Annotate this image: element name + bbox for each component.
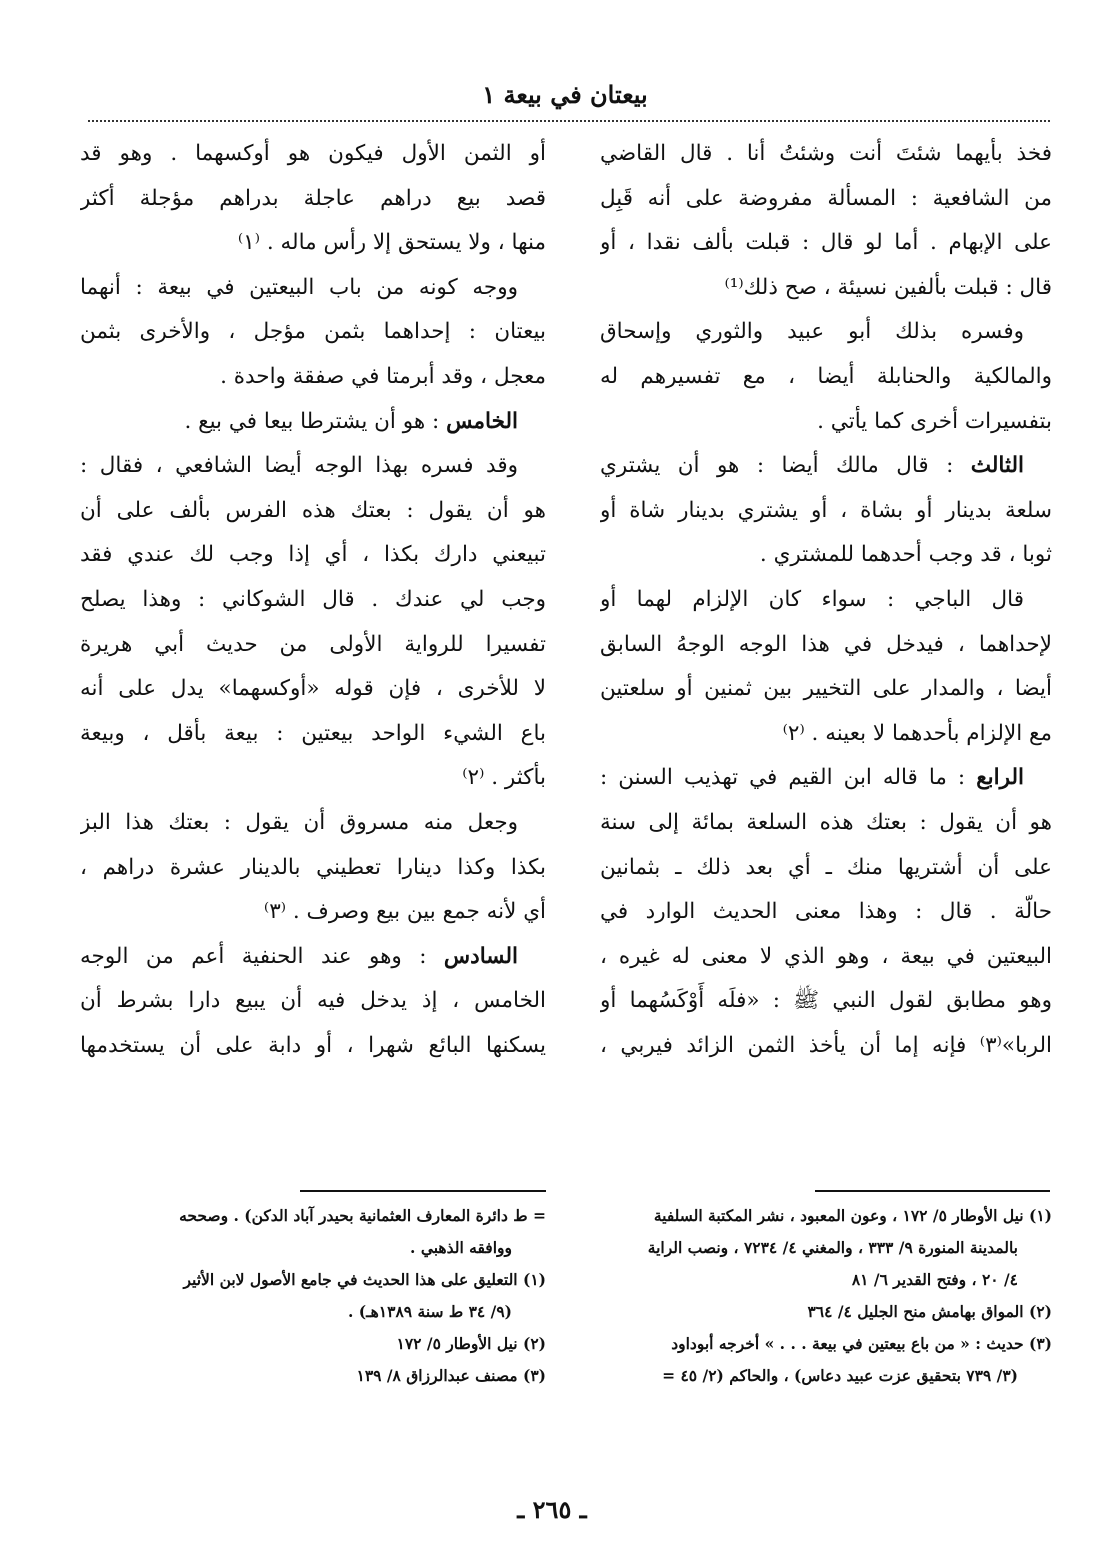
line-text: (٣) حديث : « من باع بيعتين في بيعة . . . » أخرجه أبوداود (671, 1334, 1052, 1353)
line-text: (٣) مصنف عبدالرزاق ٨/ ١٣٩ (356, 1366, 546, 1385)
page-number: ـ ٢٦٥ ـ (517, 1495, 587, 1524)
line-text: (٩/ ٣٤ ط سنة ١٣٨٩هـ) . (347, 1302, 512, 1321)
line-text: يسكنها البائع شهرا ، أو دابة على أن يستخدمها (80, 1032, 546, 1058)
line-text: وجعل منه مسروق أن يقول : بعتك هذا البز (80, 809, 518, 835)
line-text: (١) التعليق على هذا الحديث في جامع الأصول لابن الأثير (183, 1270, 546, 1289)
text-line (80, 578, 546, 623)
text-line (600, 846, 1052, 891)
line-text: وجب لي عندك . قال الشوكاني : وهذا يصلح (80, 586, 546, 612)
text-line (600, 756, 1052, 801)
text-line (80, 177, 546, 222)
line-text: البيعتين في بيعة ، وهو الذي لا معنى له غيره ، (600, 943, 1052, 969)
line-text: حالّة . قال : وهذا معنى الحديث الوارد في (600, 899, 1052, 925)
text-line (80, 712, 546, 757)
line-text: : ما قاله ابن القيم في تهذيب السنن : (600, 765, 977, 791)
line-text: قال الباجي : سواء كان الإلزام لهما أو (600, 586, 1024, 612)
text-line (600, 979, 1052, 1024)
footnote-line (600, 1360, 1052, 1392)
text-line (600, 310, 1052, 355)
text-line (80, 310, 546, 355)
section-label: الثالث (970, 453, 1024, 479)
text-line (80, 1024, 546, 1069)
footnote-line (600, 1232, 1052, 1264)
text-line (600, 623, 1052, 668)
footnote-line (80, 1296, 546, 1328)
footnotes-right (600, 1200, 1052, 1392)
line-text: والمالكية والحنابلة أيضا ، مع تفسيرهم له (600, 363, 1052, 389)
line-text: وهو مطابق لقول النبي ﷺ : «فلَه أَوْكَسُهما أو (600, 988, 1052, 1014)
footnote-line (80, 1200, 546, 1232)
text-line (600, 712, 1052, 757)
line-text: قال : قبلت بألفين نسيئة ، صح ذلك⁽¹⁾ (724, 274, 1052, 300)
text-line (600, 1024, 1052, 1069)
text-line (80, 756, 546, 801)
line-text: : هو أن يشترطا بيعا في بيع . (184, 408, 447, 434)
line-text: تبيعني دارك بكذا ، أي إذا وجب لك عندي فقد (80, 542, 546, 568)
right-text-column (600, 132, 1052, 1068)
footnote-divider-right (815, 1190, 1050, 1192)
line-text: وفسره بذلك أبو عبيد والثوري وإسحاق (600, 319, 1024, 345)
text-line (600, 177, 1052, 222)
line-text: قصد بيع دراهم عاجلة بدراهم مؤجلة أكثر (80, 185, 546, 211)
text-line (80, 132, 546, 177)
line-text: أو الثمن الأول فيكون هو أوكسهما . وهو قد (80, 141, 546, 166)
line-text: فخذ بأيهما شئتَ أنت وشئتُ أنا . قال القاضي (600, 141, 1052, 166)
text-line (80, 846, 546, 891)
text-line (80, 801, 546, 846)
text-line (600, 266, 1052, 311)
text-line (600, 132, 1052, 177)
footnote-line (600, 1264, 1052, 1296)
text-line (600, 667, 1052, 712)
text-line (600, 801, 1052, 846)
line-text: لإحداهما ، فيدخل في هذا الوجه الوجهُ السابق (600, 631, 1052, 657)
left-text-column (80, 132, 546, 1068)
line-text: الخامس ، إذ يدخل فيه أن يبيع دارا بشرط أن (80, 988, 546, 1014)
line-text: (٣/ ٧٣٩ بتحقيق عزت عبيد دعاس) ، والحاكم (٢/ ٤٥ = (662, 1366, 1018, 1385)
line-text: منها ، ولا يستحق إلا رأس ماله . ⁽١⁾ (237, 230, 546, 256)
line-text: مع الإلزام بأحدهما لا بعينه . ⁽٢⁾ (782, 720, 1052, 746)
footnote-line (80, 1232, 546, 1264)
line-text: ووافقه الذهبي . (410, 1238, 512, 1257)
line-text: تفسيرا للرواية الأولى من حديث أبي هريرة (80, 631, 546, 657)
running-header: بيعتان في بيعة ١ (482, 80, 648, 109)
text-line (80, 667, 546, 712)
footnote-divider-left (300, 1190, 546, 1192)
line-text: (٢) المواق بهامش منح الجليل ٤/ ٣٦٤ (807, 1302, 1052, 1321)
text-line (80, 533, 546, 578)
line-text: = ط دائرة المعارف العثمانية بحيدر آباد الدكن) . وصححه (179, 1206, 546, 1225)
line-text: من الشافعية : المسألة مفروضة على أنه قَبِل (600, 185, 1052, 211)
line-text: معجل ، وقد أبرمتا في صفقة واحدة . (220, 363, 546, 389)
text-line (80, 890, 546, 935)
line-text: : وهو عند الحنفية أعم من الوجه (80, 943, 444, 969)
text-line (80, 400, 546, 445)
text-line (600, 890, 1052, 935)
text-line (80, 935, 546, 980)
line-text: أي لأنه جمع بين بيع وصرف . ⁽٣⁾ (263, 899, 546, 925)
text-line (600, 355, 1052, 400)
text-line (600, 221, 1052, 266)
line-text: بأكثر . ⁽٢⁾ (462, 765, 546, 791)
line-text: ووجه كونه من باب البيعتين في بيعة : أنهما (80, 274, 518, 300)
footnote-line (80, 1360, 546, 1392)
line-text: بالمدينة المنورة ٩/ ٣٣٣ ، والمغني ٤/ ٧٢٣٤ ، ونصب الراية (647, 1238, 1018, 1257)
line-text: على الإبهام . أما لو قال : قبلت بألف نقدا ، أو (600, 230, 1052, 256)
text-line (600, 444, 1052, 489)
footnote-line (80, 1328, 546, 1360)
text-line (600, 533, 1052, 578)
line-text: ثوبا ، قد وجب أحدهما للمشتري . (759, 542, 1052, 568)
footnotes-left (80, 1200, 546, 1392)
line-text: على أن أشتريها منك ـ أي بعد ذلك ـ بثمانين (600, 854, 1052, 880)
line-text: باع الشيء الواحد بيعتين : بيعة بأقل ، وبيعة (80, 720, 546, 746)
text-line (600, 578, 1052, 623)
line-text: لا للأخرى ، فإن قوله «أوكسهما» يدل على أنه (80, 676, 546, 702)
line-text: : قال مالك أيضا : هو أن يشتري (600, 453, 971, 479)
text-line (80, 221, 546, 266)
line-text: أيضا ، والمدار على التخيير بين ثمنين أو سلعتين (600, 676, 1052, 702)
section-label: السادس (443, 943, 518, 969)
text-line (80, 979, 546, 1024)
text-line (80, 489, 546, 534)
line-text: ٤/ ٢٠ ، وفتح القدير ٦/ ٨١ (851, 1270, 1018, 1289)
footnote-line (600, 1200, 1052, 1232)
footnote-line (600, 1328, 1052, 1360)
line-text: (١) نيل الأوطار ٥/ ١٧٢ ، وعون المعبود ، نشر المكتبة السلفية (653, 1206, 1052, 1225)
footnote-line (600, 1296, 1052, 1328)
footnote-line (80, 1264, 546, 1296)
text-line (80, 623, 546, 668)
text-line (80, 266, 546, 311)
section-label: الرابع (976, 765, 1024, 791)
line-text: هو أن يقول : بعتك هذه السلعة بمائة إلى سنة (600, 809, 1052, 835)
line-text: بكذا وكذا دينارا تعطيني بالدينار عشرة دراهم ، (80, 854, 546, 880)
line-text: (٢) نيل الأوطار ٥/ ١٧٢ (396, 1334, 546, 1353)
line-text: الربا»⁽٣⁾ فإنه إما أن يأخذ الثمن الزائد فيربي ، (600, 1032, 1052, 1058)
line-text: سلعة بدينار أو بشاة ، أو يشتري بدينار شاة أو (600, 497, 1052, 523)
header-divider (88, 120, 1050, 122)
section-label: الخامس (446, 408, 518, 434)
line-text: بيعتان : إحداهما بثمن مؤجل ، والأخرى بثمن (80, 319, 546, 345)
text-line (600, 400, 1052, 445)
line-text: هو أن يقول : بعتك هذه الفرس بألف على أن (80, 497, 546, 523)
text-line (600, 489, 1052, 534)
text-line (80, 355, 546, 400)
line-text: بتفسيرات أخرى كما يأتي . (817, 408, 1052, 434)
text-line (600, 935, 1052, 980)
line-text: وقد فسره بهذا الوجه أيضا الشافعي ، فقال : (80, 453, 518, 479)
text-line (80, 444, 546, 489)
